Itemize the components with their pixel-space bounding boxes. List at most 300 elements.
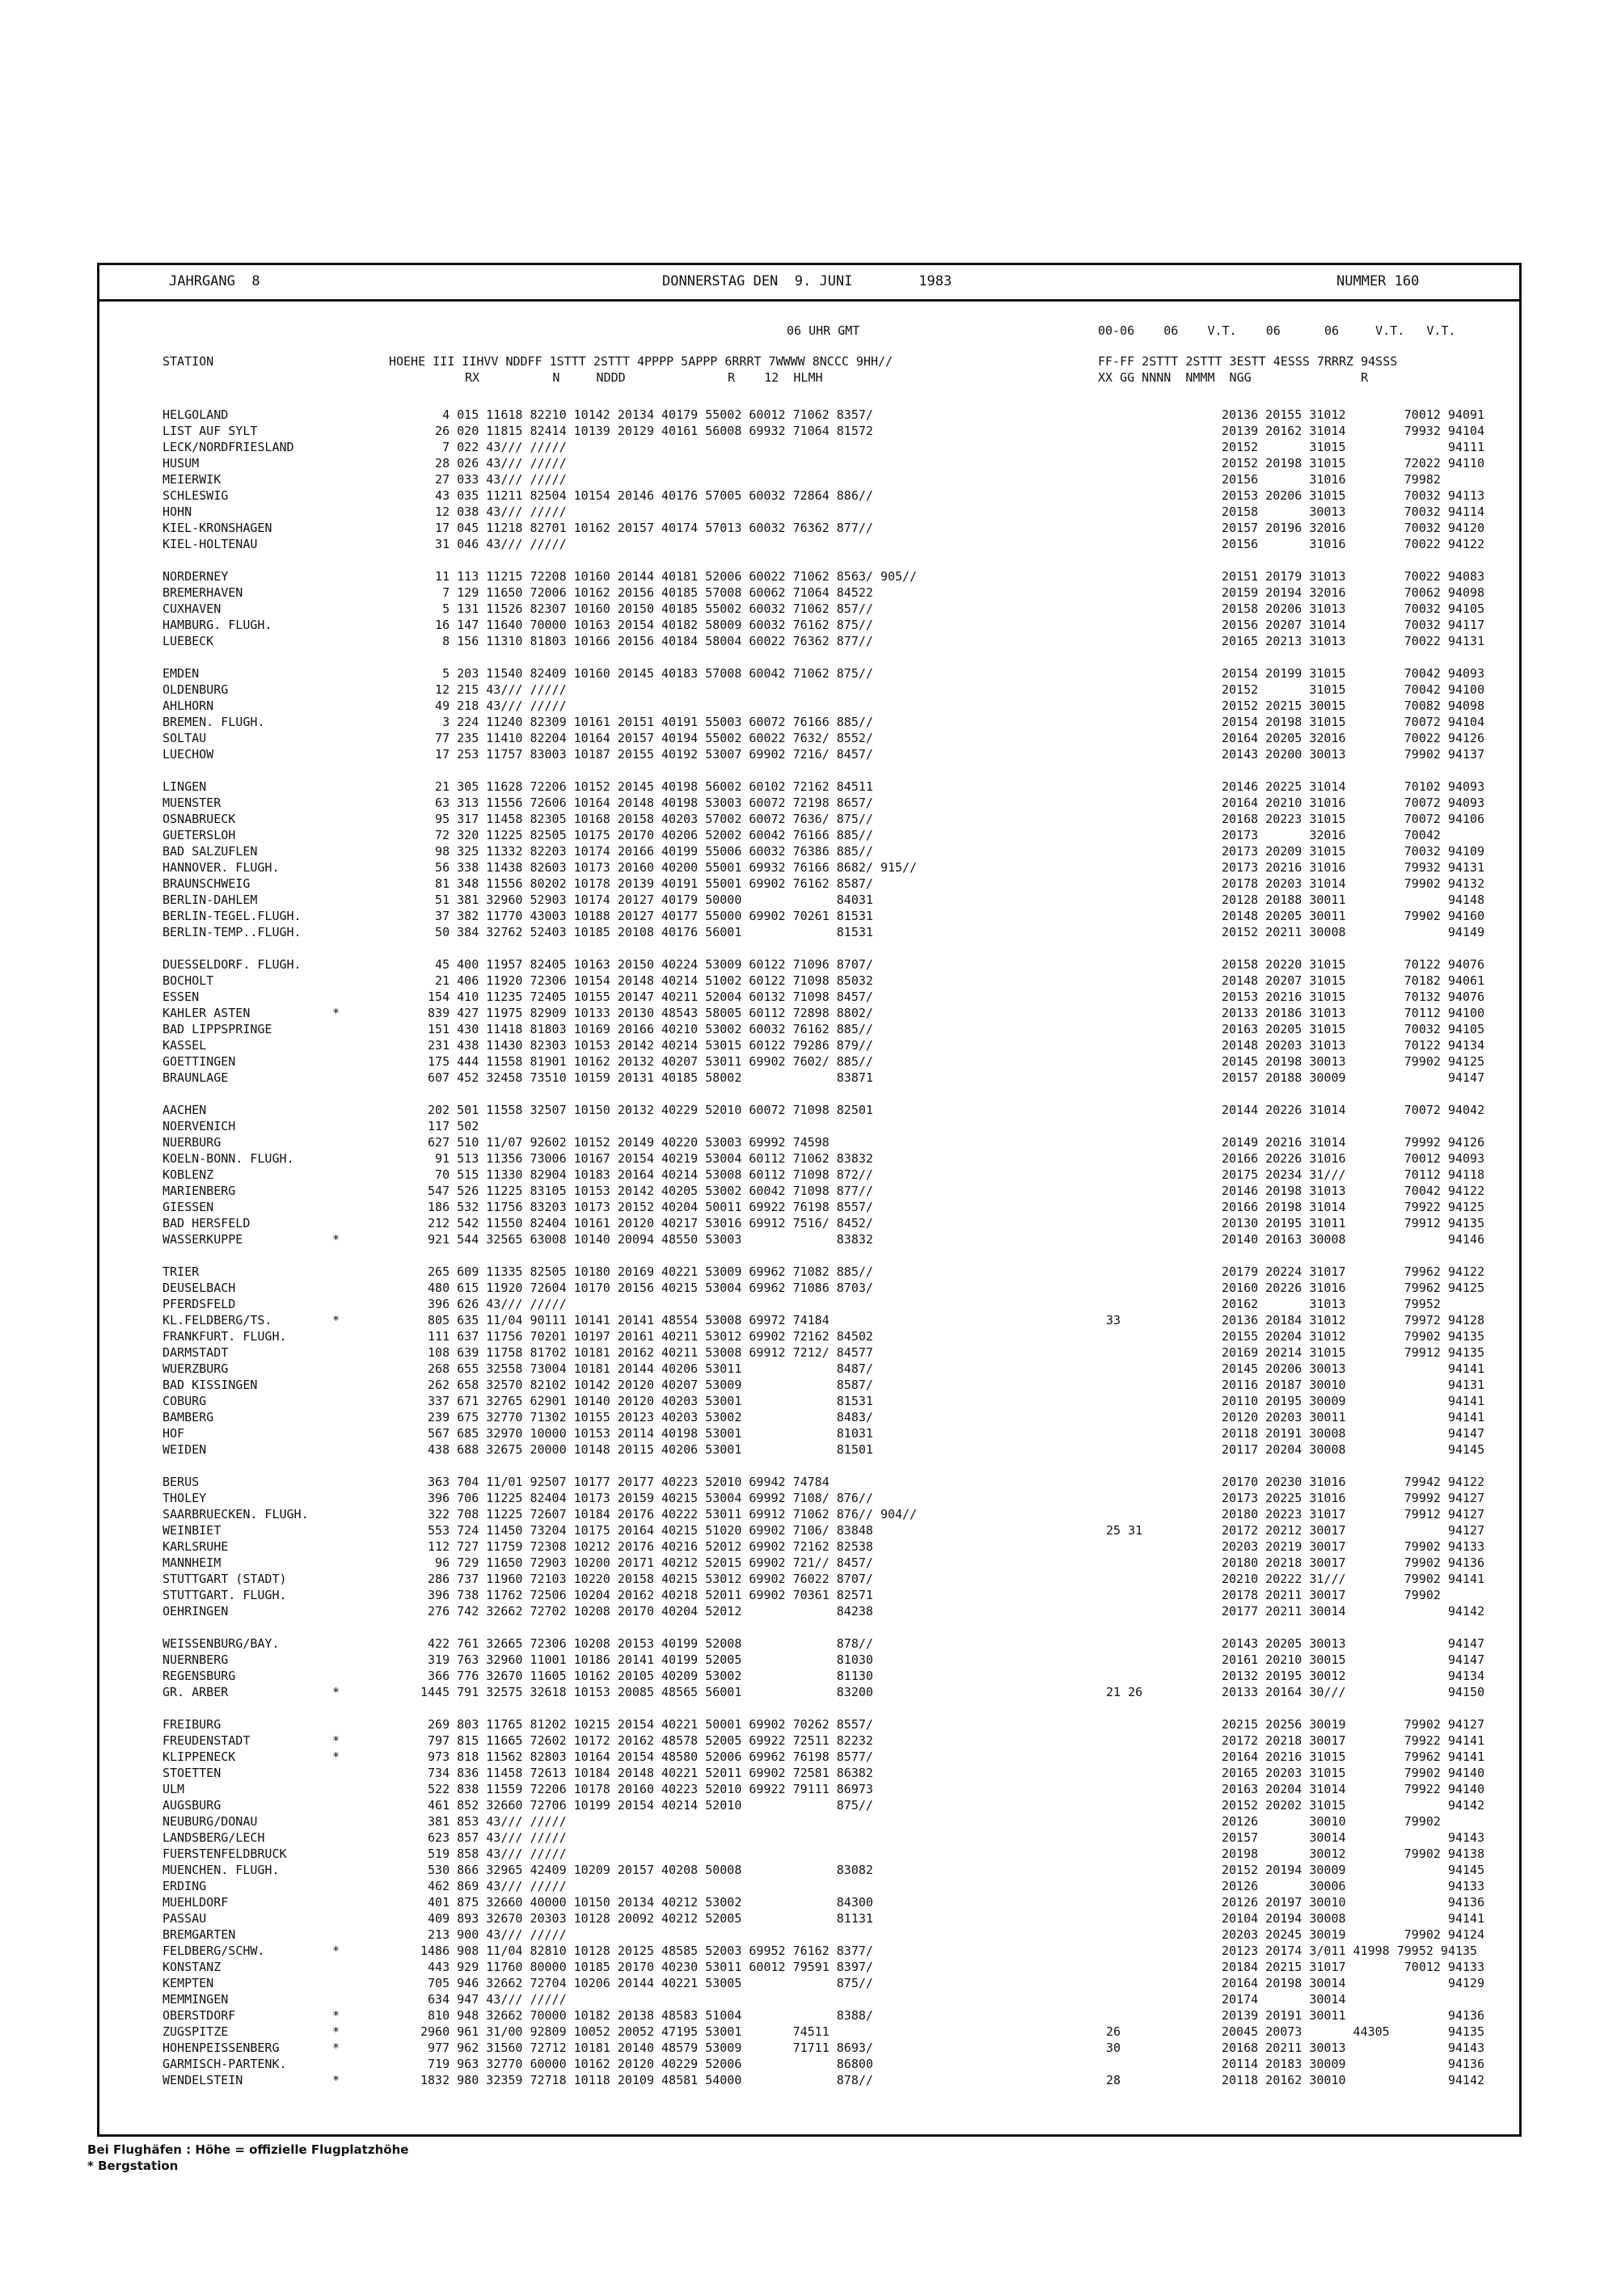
table-row — [99, 585, 1519, 601]
observation-values: 522 838 11559 72206 10178 20160 40223 52010 69922 79111 86973 — [420, 1782, 873, 1796]
table-row — [99, 908, 1519, 924]
extra-values: 20120 20203 30011 94141 — [1222, 1410, 1485, 1424]
station-name: ZUGSPITZE — [163, 2024, 229, 2039]
table-row — [99, 1959, 1519, 1975]
station-name: KAHLER ASTEN — [163, 1006, 251, 1020]
observation-values: 2960 961 31/00 92809 10052 20052 47195 53001 74511 — [420, 2024, 830, 2039]
table-row — [99, 1021, 1519, 1037]
observation-values: 31 046 43/// ///// — [420, 537, 567, 551]
observation-values: 45 400 11957 82405 10163 20150 40224 53009 60122 71096 8707/ — [420, 957, 873, 972]
extra-values: 20203 20245 30019 79902 94124 — [1222, 1927, 1485, 1942]
table-row — [99, 1393, 1519, 1409]
station-name: MUENCHEN. FLUGH. — [163, 1863, 280, 1877]
observation-values: 553 724 11450 73204 10175 20164 40215 51020 69902 7106/ 83848 — [420, 1523, 873, 1538]
extra-values: 20130 20195 31011 79912 94135 — [1222, 1216, 1485, 1230]
table-row — [99, 843, 1519, 859]
station-name: HOHENPEISSENBERG — [163, 2041, 280, 2055]
table-row — [99, 1668, 1519, 1684]
observation-values: 705 946 32662 72704 10206 20144 40221 53005 875// — [420, 1976, 873, 1990]
station-name: EMDEN — [163, 666, 200, 681]
extra-values: 20158 30013 70032 94114 — [1222, 504, 1485, 519]
station-name: ULM — [163, 1782, 185, 1796]
observation-values: 43 035 11211 82504 10154 20146 40176 57005 60032 72864 886// — [420, 488, 873, 503]
observation-values: 805 635 11/04 90111 10141 20141 48554 53008 69972 74184 — [420, 1313, 830, 1327]
observation-values: 17 045 11218 82701 10162 20157 40174 57013 60032 76362 877// — [420, 521, 873, 535]
extra-values: 20152 20198 31015 72022 94110 — [1222, 456, 1485, 471]
observation-values: 21 406 11920 72306 10154 20148 40214 51002 60122 71098 85032 — [420, 973, 873, 988]
extra-values: 20172 20212 30017 94127 — [1222, 1523, 1485, 1538]
mountain-station-marker: * — [332, 2041, 340, 2055]
column-subheaders: RX N NDDD R 12 HLMH — [465, 370, 823, 385]
observation-values: 5 203 11540 82409 10160 20145 40183 57008 60042 71062 875// — [420, 666, 873, 681]
observation-values: 265 609 11335 82505 10180 20169 40221 53009 69962 71082 885// — [420, 1264, 873, 1279]
extra-values: 20158 20220 31015 70122 94076 — [1222, 957, 1485, 972]
observation-values: 269 803 11765 81202 10215 20154 40221 50001 69902 70262 8557/ — [420, 1717, 873, 1732]
observation-values: 56 338 11438 82603 10173 20160 40200 55001 69932 76166 8682/ 915// — [420, 860, 918, 875]
station-name: FUERSTENFELDBRUCK — [163, 1847, 287, 1861]
table-row — [99, 471, 1519, 487]
observation-values: 623 857 43/// ///// — [420, 1830, 567, 1845]
observation-values: 7 022 43/// ///// — [420, 440, 567, 454]
observation-values: 921 544 32565 63008 10140 20094 48550 53003 83832 — [420, 1232, 873, 1247]
station-group — [99, 1264, 1519, 1458]
observation-values: 567 685 32970 10000 10153 20114 40198 53001 81031 — [420, 1426, 873, 1441]
extra-values: 20165 20213 31013 70022 94131 — [1222, 634, 1485, 648]
station-name: AUGSBURG — [163, 1798, 222, 1813]
extra-values: 20104 20194 30008 94141 — [1222, 1911, 1485, 1926]
table-row — [99, 795, 1519, 811]
station-name: DEUSELBACH — [163, 1281, 236, 1295]
wind-gust-values: 21 26 — [1106, 1685, 1143, 1699]
observation-values: 1486 908 11/04 82810 10128 20125 48585 52003 69952 76162 8377/ — [420, 1944, 873, 1958]
table-row — [99, 1280, 1519, 1296]
table-row — [99, 2024, 1519, 2040]
table-row — [99, 1344, 1519, 1361]
station-name: REGENSBURG — [163, 1669, 236, 1683]
extra-values: 20139 20191 30011 94136 — [1222, 2008, 1485, 2023]
extra-values: 20152 20202 31015 94142 — [1222, 1798, 1485, 1813]
station-name: PFERDSFELD — [163, 1297, 236, 1311]
extra-values: 20203 20219 30017 79902 94133 — [1222, 1539, 1485, 1554]
table-row — [99, 1716, 1519, 1733]
observation-values: 4 015 11618 82210 10142 20134 40179 55002 60012 71062 8357/ — [420, 407, 873, 422]
extra-values: 20136 20184 31012 79972 94128 — [1222, 1313, 1485, 1327]
table-row — [99, 1635, 1519, 1652]
station-name: KEMPTEN — [163, 1976, 214, 1990]
extra-values: 20152 20211 30008 94149 — [1222, 925, 1485, 939]
extra-values: 20148 20207 31015 70182 94061 — [1222, 973, 1485, 988]
extra-values: 20177 20211 30014 94142 — [1222, 1604, 1485, 1619]
extra-values: 20157 20188 30009 94147 — [1222, 1070, 1485, 1085]
station-name: HOHN — [163, 504, 192, 519]
extra-values: 20166 20226 31016 70012 94093 — [1222, 1151, 1485, 1166]
table-row — [99, 407, 1519, 423]
station-name: SCHLESWIG — [163, 488, 229, 503]
extra-values: 20146 20225 31014 70102 94093 — [1222, 779, 1485, 794]
table-row — [99, 487, 1519, 504]
mountain-station-marker: * — [332, 2008, 340, 2023]
observation-values: 28 026 43/// ///// — [420, 456, 567, 471]
extra-values: 20184 20215 31017 70012 94133 — [1222, 1960, 1485, 1974]
extra-values: 20152 20194 30009 94145 — [1222, 1863, 1485, 1877]
extra-values: 20173 20209 31015 70032 94109 — [1222, 844, 1485, 859]
extra-values: 20116 20187 30010 94131 — [1222, 1378, 1485, 1392]
wind-gust-values: 28 — [1106, 2073, 1121, 2087]
observation-values: 607 452 32458 73510 10159 20131 40185 58002 83871 — [420, 1070, 873, 1085]
table-row — [99, 1603, 1519, 1619]
observation-values: 77 235 11410 82204 10164 20157 40194 55002 60022 7632/ 8552/ — [420, 731, 873, 745]
observation-values: 401 875 32660 40000 10150 20134 40212 53002 84300 — [420, 1895, 873, 1910]
table-row — [99, 1441, 1519, 1458]
extra-values: 20198 30012 79902 94138 — [1222, 1847, 1485, 1861]
table-row — [99, 1328, 1519, 1344]
station-name: BAD SALZUFLEN — [163, 844, 258, 859]
extra-values: 20210 20222 31/// 79902 94141 — [1222, 1572, 1485, 1586]
extra-values: 20164 20205 32016 70022 94126 — [1222, 731, 1485, 745]
extra-values: 20156 20207 31014 70032 94117 — [1222, 618, 1485, 632]
observation-values: 480 615 11920 72604 10170 20156 40215 53004 69962 71086 8703/ — [420, 1281, 873, 1295]
station-name: KONSTANZ — [163, 1960, 222, 1974]
right-group-labels: 00-06 06 V.T. 06 06 V.T. V.T. — [1098, 323, 1456, 338]
extra-values: 20143 20200 30013 79902 94137 — [1222, 747, 1485, 762]
table-row — [99, 682, 1519, 698]
station-name: OBERSTDORF — [163, 2008, 236, 2023]
extra-values: 20155 20204 31012 79902 94135 — [1222, 1329, 1485, 1344]
station-name: FRANKFURT. FLUGH. — [163, 1329, 287, 1344]
station-name: MARIENBERG — [163, 1184, 236, 1198]
table-row — [99, 1037, 1519, 1053]
station-name: LANDSBERG/LECH — [163, 1830, 265, 1845]
extra-values: 20148 20205 30011 79902 94160 — [1222, 909, 1485, 923]
observation-values: 63 313 11556 72606 10164 20148 40198 53003 60072 72198 8657/ — [420, 796, 873, 810]
observation-values: 11 113 11215 72208 10160 20144 40181 52006 60022 71062 8563/ 905// — [420, 569, 918, 584]
observation-values: 151 430 11418 81803 10169 20166 40210 53002 60032 76162 885// — [420, 1022, 873, 1036]
station-name: WUERZBURG — [163, 1361, 229, 1376]
station-name: DARMSTADT — [163, 1345, 229, 1360]
observation-values: 213 900 43/// ///// — [420, 1927, 567, 1942]
station-name: DUESSELDORF. FLUGH. — [163, 957, 302, 972]
table-row — [99, 1830, 1519, 1846]
station-name: BERLIN-TEGEL.FLUGH. — [163, 909, 302, 923]
station-name: HELGOLAND — [163, 407, 229, 422]
observation-values: 438 688 32675 20000 10148 20115 40206 53001 81501 — [420, 1442, 873, 1457]
observation-values: 3 224 11240 82309 10161 20151 40191 55003 60072 76166 885// — [420, 715, 873, 729]
extra-values: 20164 20210 31016 70072 94093 — [1222, 796, 1485, 810]
table-row — [99, 665, 1519, 682]
observation-values: 443 929 11760 80000 10185 20170 40230 53011 60012 79591 8397/ — [420, 1960, 873, 1974]
table-row — [99, 455, 1519, 471]
table-row — [99, 1733, 1519, 1749]
station-name: KLIPPENECK — [163, 1749, 236, 1764]
observation-values: 396 738 11762 72506 10204 20162 40218 52011 69902 70361 82571 — [420, 1588, 873, 1602]
extra-values: 20172 20218 30017 79922 94141 — [1222, 1733, 1485, 1748]
report-date: DONNERSTAG DEN 9. JUNI 1983 — [662, 273, 952, 289]
table-row — [99, 1506, 1519, 1522]
observation-values: 286 737 11960 72103 10220 20158 40215 53012 69902 76022 8707/ — [420, 1572, 873, 1586]
table-row — [99, 1910, 1519, 1927]
observation-values: 21 305 11628 72206 10152 20145 40198 56002 60102 72162 84511 — [420, 779, 873, 794]
table-row — [99, 1215, 1519, 1231]
wind-gust-values: 26 — [1106, 2024, 1121, 2039]
extra-values: 20144 20226 31014 70072 94042 — [1222, 1103, 1485, 1117]
extra-values: 20173 32016 70042 — [1222, 828, 1441, 842]
table-row — [99, 1199, 1519, 1215]
extra-values: 20168 20211 30013 94143 — [1222, 2041, 1485, 2055]
observation-values: 519 858 43/// ///// — [420, 1847, 567, 1861]
station-name: BRAUNLAGE — [163, 1070, 229, 1085]
station-name: GUETERSLOH — [163, 828, 236, 842]
observation-values: 70 515 11330 82904 10183 20164 40214 53008 60112 71098 872// — [420, 1167, 873, 1182]
table-row — [99, 1587, 1519, 1603]
table-row — [99, 714, 1519, 730]
station-name: MEIERWIK — [163, 472, 222, 487]
extra-values: 20173 20225 31016 79992 94127 — [1222, 1491, 1485, 1505]
table-row — [99, 633, 1519, 649]
station-name: STUTTGART. FLUGH. — [163, 1588, 287, 1602]
table-row — [99, 536, 1519, 552]
header-divider — [99, 299, 1519, 302]
observation-values: 719 963 32770 60000 10162 20120 40229 52006 86800 — [420, 2057, 873, 2071]
station-name: MANNHEIM — [163, 1555, 222, 1570]
table-row — [99, 423, 1519, 439]
table-row — [99, 1781, 1519, 1797]
table-row — [99, 1571, 1519, 1587]
time-group-label: 06 UHR GMT — [787, 323, 860, 338]
extra-values: 20123 20174 3/011 41998 79952 94135 — [1222, 1944, 1478, 1958]
observation-values: 26 020 11815 82414 10139 20129 40161 56008 69932 71064 81572 — [420, 424, 873, 438]
extra-values: 20152 31015 94111 — [1222, 440, 1485, 454]
table-row — [99, 1134, 1519, 1150]
station-name: LIST AUF SYLT — [163, 424, 258, 438]
table-row — [99, 504, 1519, 520]
extra-values: 20166 20198 31014 79922 94125 — [1222, 1200, 1485, 1214]
extra-values: 20146 20198 31013 70042 94122 — [1222, 1184, 1485, 1198]
station-name: WASSERKUPPE — [163, 1232, 243, 1247]
table-row — [99, 859, 1519, 876]
station-name: SOLTAU — [163, 731, 207, 745]
station-name: HOF — [163, 1426, 185, 1441]
extra-values: 20215 20256 30019 79902 94127 — [1222, 1717, 1485, 1732]
station-name: WEIDEN — [163, 1442, 207, 1457]
station-name: WENDELSTEIN — [163, 2073, 243, 2087]
extra-values: 20158 20206 31013 70032 94105 — [1222, 601, 1485, 616]
extra-values: 20164 20198 30014 94129 — [1222, 1976, 1485, 1990]
table-row — [99, 1231, 1519, 1247]
table-row — [99, 1053, 1519, 1070]
extra-values: 20149 20216 31014 79992 94126 — [1222, 1135, 1485, 1150]
station-name: LECK/NORDFRIESLAND — [163, 440, 294, 454]
station-name: LUEBECK — [163, 634, 214, 648]
station-name: STOETTEN — [163, 1766, 222, 1780]
station-name: WEINBIET — [163, 1523, 222, 1538]
extra-values: 20169 20214 31015 79912 94135 — [1222, 1345, 1485, 1360]
station-name: BERLIN-DAHLEM — [163, 893, 258, 907]
extra-values: 20170 20230 31016 79942 94122 — [1222, 1475, 1485, 1489]
station-name: BAMBERG — [163, 1410, 214, 1424]
station-name: ESSEN — [163, 990, 200, 1004]
station-name: GR. ARBER — [163, 1685, 229, 1699]
extra-values: 20140 20163 30008 94146 — [1222, 1232, 1485, 1247]
wind-gust-values: 25 31 — [1106, 1523, 1143, 1538]
observation-values: 322 708 11225 72607 10184 20176 40222 53011 69912 71062 876// 904// — [420, 1507, 918, 1522]
table-row — [99, 1927, 1519, 1943]
mountain-station-marker: * — [332, 1749, 340, 1764]
extra-values: 20117 20204 30008 94145 — [1222, 1442, 1485, 1457]
observation-values: 634 947 43/// ///// — [420, 1992, 567, 2007]
station-group — [99, 779, 1519, 940]
station-name: KASSEL — [163, 1038, 207, 1053]
extra-values: 20165 20203 31015 79902 94140 — [1222, 1766, 1485, 1780]
table-row — [99, 698, 1519, 714]
station-name: ERDING — [163, 1879, 207, 1893]
observation-values: 7 129 11650 72006 10162 20156 40185 57008 60062 71064 84522 — [420, 585, 873, 600]
mountain-station-marker: * — [332, 1944, 340, 1958]
station-name: OSNABRUECK — [163, 812, 236, 826]
table-row — [99, 1296, 1519, 1312]
observation-values: 262 658 32570 82102 10142 20120 40207 53009 8587/ — [420, 1378, 873, 1392]
station-name: KOBLENZ — [163, 1167, 214, 1182]
observation-values: 72 320 11225 82505 10175 20170 40206 52002 60042 76166 885// — [420, 828, 873, 842]
station-name: OLDENBURG — [163, 682, 229, 697]
extra-values: 20126 30006 94133 — [1222, 1879, 1485, 1893]
table-row — [99, 989, 1519, 1005]
table-row — [99, 1555, 1519, 1571]
observation-values: 212 542 11550 82404 10161 20120 40217 53016 69912 7516/ 8452/ — [420, 1216, 873, 1230]
station-name: NEUBURG/DONAU — [163, 1814, 258, 1829]
extra-values: 20157 30014 94143 — [1222, 1830, 1485, 1845]
station-name: BOCHOLT — [163, 973, 214, 988]
observation-values: 547 526 11225 83105 10153 20142 40205 53002 60042 71098 877// — [420, 1184, 873, 1198]
mountain-station-marker: * — [332, 1313, 340, 1327]
table-row — [99, 1749, 1519, 1765]
observation-values: 16 147 11640 70000 10163 20154 40182 58009 60032 76162 875// — [420, 618, 873, 632]
station-name: AACHEN — [163, 1103, 207, 1117]
extra-values: 20163 20204 31014 79922 94140 — [1222, 1782, 1485, 1796]
table-row — [99, 1846, 1519, 1862]
station-name: BAD LIPPSPRINGE — [163, 1022, 272, 1036]
table-row — [99, 1312, 1519, 1328]
volume-label: JAHRGANG 8 — [169, 273, 260, 289]
column-headers-right: FF-FF 2STTT 2STTT 3ESTT 4ESSS 7RRRZ 94SSS — [1098, 354, 1398, 369]
extra-values: 20163 20205 31015 70032 94105 — [1222, 1022, 1485, 1036]
extra-values: 20160 20226 31016 79962 94125 — [1222, 1281, 1485, 1295]
extra-values: 20173 20216 31016 79932 94131 — [1222, 860, 1485, 875]
observation-values: 27 033 43/// ///// — [420, 472, 567, 487]
observation-values: 810 948 32662 70000 10182 20138 48583 51004 8388/ — [420, 2008, 873, 2023]
extra-values: 20156 31016 79982 — [1222, 472, 1441, 487]
station-name: HUSUM — [163, 456, 200, 471]
extra-values: 20180 20223 31017 79912 94127 — [1222, 1507, 1485, 1522]
observation-values: 37 382 11770 43003 10188 20127 40177 55000 69902 70261 81531 — [420, 909, 873, 923]
station-name: FREIBURG — [163, 1717, 222, 1732]
station-name: BAD HERSFELD — [163, 1216, 251, 1230]
observation-values: 95 317 11458 82305 10168 20158 40203 57002 60072 7636/ 875// — [420, 812, 873, 826]
observation-values: 839 427 11975 82909 10133 20130 48543 58005 60112 72898 8802/ — [420, 1006, 873, 1020]
table-row — [99, 1167, 1519, 1183]
extra-values: 20178 20203 31014 79902 94132 — [1222, 876, 1485, 891]
mountain-station-marker: * — [332, 2024, 340, 2039]
extra-values: 20153 20206 31015 70032 94113 — [1222, 488, 1485, 503]
wind-gust-values: 33 — [1106, 1313, 1121, 1327]
station-name: LINGEN — [163, 779, 207, 794]
station-name: PASSAU — [163, 1911, 207, 1926]
station-name: GOETTINGEN — [163, 1054, 236, 1069]
extra-values: 20161 20210 30015 94147 — [1222, 1652, 1485, 1667]
table-row — [99, 1425, 1519, 1441]
observation-values: 96 729 11650 72903 10200 20171 40212 52015 69902 721// 8457/ — [420, 1555, 873, 1570]
table-row — [99, 1005, 1519, 1021]
extra-values: 20126 20197 30010 94136 — [1222, 1895, 1485, 1910]
table-row — [99, 1797, 1519, 1813]
station-group — [99, 956, 1519, 1086]
table-row — [99, 1862, 1519, 1878]
mountain-station-marker: * — [332, 1232, 340, 1247]
observation-values: 1445 791 32575 32618 10153 20085 48565 56001 83200 — [420, 1685, 873, 1699]
extra-values: 20164 20216 31015 79962 94141 — [1222, 1749, 1485, 1764]
extra-values: 20157 20196 32016 70032 94120 — [1222, 521, 1485, 535]
station-group — [99, 665, 1519, 762]
wind-gust-values: 30 — [1106, 2041, 1121, 2055]
observation-values: 117 502 — [420, 1119, 479, 1133]
observation-values: 17 253 11757 83003 10187 20155 40192 53007 69902 7216/ 8457/ — [420, 747, 873, 762]
observation-values: 111 637 11756 70201 10197 20161 40211 53012 69902 72162 84502 — [420, 1329, 873, 1344]
station-name: KARLSRUHE — [163, 1539, 229, 1554]
column-subheaders-right: XX GG NNNN NMMM NGG R — [1098, 370, 1369, 385]
station-name: BAD KISSINGEN — [163, 1378, 258, 1392]
table-row — [99, 1538, 1519, 1555]
table-row — [99, 439, 1519, 455]
table-row — [99, 1943, 1519, 1959]
station-name: BRAUNSCHWEIG — [163, 876, 251, 891]
observation-values: 202 501 11558 32507 10150 20132 40229 52010 60072 71098 82501 — [420, 1103, 873, 1117]
extra-values: 20132 20195 30012 94134 — [1222, 1669, 1485, 1683]
extra-values: 20126 30010 79902 — [1222, 1814, 1441, 1829]
extra-values: 20159 20194 32016 70062 94098 — [1222, 585, 1485, 600]
station-name: KL.FELDBERG/TS. — [163, 1313, 272, 1327]
station-name: OEHRINGEN — [163, 1604, 229, 1619]
observation-values: 396 626 43/// ///// — [420, 1297, 567, 1311]
station-name: BREMEN. FLUGH. — [163, 715, 265, 729]
table-row — [99, 1377, 1519, 1393]
footnote-airports: Bei Flughäfen : Höhe = offizielle Flugplatzhöhe — [87, 2142, 409, 2157]
observation-values: 422 761 32665 72306 10208 20153 40199 52008 878// — [420, 1636, 873, 1651]
station-name: TRIER — [163, 1264, 200, 1279]
station-name: SAARBRUECKEN. FLUGH. — [163, 1507, 309, 1522]
station-name: NOERVENICH — [163, 1119, 236, 1133]
table-row — [99, 1765, 1519, 1781]
table-row — [99, 2072, 1519, 2088]
station-name: COBURG — [163, 1394, 207, 1408]
mountain-station-marker: * — [332, 1685, 340, 1699]
observation-values: 366 776 32670 11605 10162 20105 40209 53002 81130 — [420, 1669, 873, 1683]
observation-values: 797 815 11665 72602 10172 20162 48578 52005 69922 72511 82232 — [420, 1733, 873, 1748]
station-name: GARMISCH-PARTENK. — [163, 2057, 287, 2071]
station-name: NORDERNEY — [163, 569, 229, 584]
station-name: BREMERHAVEN — [163, 585, 243, 600]
extra-values: 20136 20155 31012 70012 94091 — [1222, 407, 1485, 422]
table-row — [99, 1409, 1519, 1425]
station-name: KIEL-HOLTENAU — [163, 537, 258, 551]
table-row — [99, 973, 1519, 989]
observation-values: 108 639 11758 81702 10181 20162 40211 53008 69912 7212/ 84577 — [420, 1345, 873, 1360]
station-name: AHLHORN — [163, 699, 214, 713]
table-row — [99, 1183, 1519, 1199]
table-row — [99, 1684, 1519, 1700]
table-row — [99, 876, 1519, 892]
station-name: FREUDENSTADT — [163, 1733, 251, 1748]
table-row — [99, 779, 1519, 795]
issue-number: NUMMER 160 — [1336, 273, 1420, 289]
